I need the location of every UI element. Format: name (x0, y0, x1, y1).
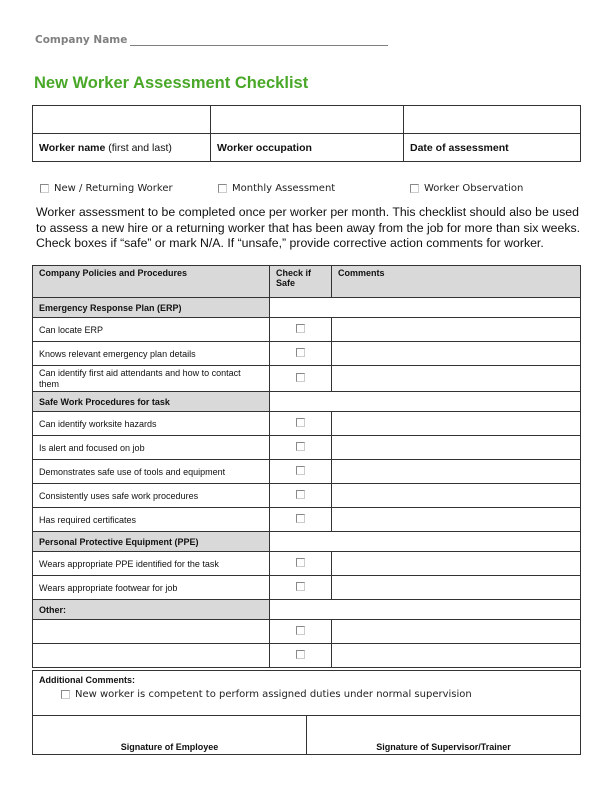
comment-cell[interactable] (332, 318, 581, 342)
safe-checkbox[interactable] (296, 490, 305, 499)
checkbox[interactable] (40, 184, 49, 193)
safe-checkbox[interactable] (296, 324, 305, 333)
item-label: Wears appropriate PPE identified for the task (33, 552, 270, 576)
other-item-input[interactable] (33, 620, 270, 644)
instructions-text: Worker assessment to be completed once per worker per month. This checklist should also be used to assess a new hire or a returning worker that has been away from the job for more than six weeks. Check boxes if “safe” or mark N/A. If “unsafe,” provide corrective action comments for worker. (36, 205, 581, 250)
table-row (33, 366, 581, 392)
table-row (33, 484, 581, 508)
section-title: Other: (33, 600, 270, 620)
checkbox[interactable] (218, 184, 227, 193)
item-label: Wears appropriate footwear for job (33, 576, 270, 600)
item-label: Has required certificates (33, 508, 270, 532)
safe-checkbox[interactable] (296, 514, 305, 523)
supervisor-signature-label: Signature of Supervisor/Trainer (376, 742, 511, 752)
item-label: Can locate ERP (33, 318, 270, 342)
item-label: Knows relevant emergency plan details (33, 342, 270, 366)
option-worker-observation[interactable]: Worker Observation (410, 183, 523, 194)
page-title: New Worker Assessment Checklist (34, 74, 309, 92)
safe-checkbox[interactable] (296, 626, 305, 635)
section-title: Emergency Response Plan (ERP) (33, 298, 270, 318)
comment-cell[interactable] (332, 620, 581, 644)
safe-checkbox[interactable] (296, 442, 305, 451)
section-row-safe-work (33, 392, 581, 412)
other-item-input[interactable] (33, 644, 270, 668)
table-header-row (33, 266, 581, 298)
worker-occupation-label: Worker occupation (211, 134, 404, 162)
date-of-assessment-label: Date of assessment (404, 134, 581, 162)
column-header-check: Check if Safe (270, 266, 332, 298)
table-row (33, 436, 581, 460)
company-name-input[interactable] (130, 36, 388, 46)
item-label: Can identify first aid attendants and how to contact them (33, 366, 270, 392)
option-monthly-assessment[interactable]: Monthly Assessment (218, 183, 335, 194)
comment-cell[interactable] (332, 576, 581, 600)
comment-cell[interactable] (332, 552, 581, 576)
column-header-policies: Company Policies and Procedures (33, 266, 270, 298)
checkbox[interactable] (61, 690, 70, 699)
comment-cell[interactable] (332, 366, 581, 392)
item-label: Can identify worksite hazards (33, 412, 270, 436)
safe-checkbox[interactable] (296, 348, 305, 357)
company-name-label: Company Name (35, 34, 128, 46)
table-row (33, 508, 581, 532)
table-row (33, 460, 581, 484)
safe-checkbox[interactable] (296, 558, 305, 567)
worker-name-input[interactable] (33, 106, 211, 134)
item-label: Demonstrates safe use of tools and equipment (33, 460, 270, 484)
item-label: Consistently uses safe work procedures (33, 484, 270, 508)
section-title: Safe Work Procedures for task (33, 392, 270, 412)
checklist-table (32, 265, 581, 668)
table-row (33, 644, 581, 668)
employee-signature-label: Signature of Employee (120, 742, 219, 752)
company-name-field (35, 34, 388, 46)
worker-name-label: Worker name (first and last) (33, 134, 211, 162)
table-row (33, 318, 581, 342)
additional-comments-cell[interactable] (33, 671, 581, 716)
date-of-assessment-input[interactable] (404, 106, 581, 134)
table-row (33, 342, 581, 366)
safe-checkbox[interactable] (296, 418, 305, 427)
table-row (33, 552, 581, 576)
worker-occupation-input[interactable] (211, 106, 404, 134)
table-row (33, 576, 581, 600)
column-header-comments: Comments (332, 266, 581, 298)
section-row-erp (33, 298, 581, 318)
table-row (33, 620, 581, 644)
safe-checkbox[interactable] (296, 466, 305, 475)
section-row-ppe (33, 532, 581, 552)
section-title: Personal Protective Equipment (PPE) (33, 532, 270, 552)
supervisor-signature-field[interactable] (307, 716, 581, 755)
safe-checkbox[interactable] (296, 650, 305, 659)
comment-cell[interactable] (332, 412, 581, 436)
option-new-returning-worker[interactable]: New / Returning Worker (40, 183, 173, 194)
comment-cell[interactable] (332, 436, 581, 460)
comment-cell[interactable] (332, 484, 581, 508)
comment-cell[interactable] (332, 342, 581, 366)
checkbox[interactable] (410, 184, 419, 193)
worker-info-table (32, 105, 581, 162)
employee-signature-field[interactable] (33, 716, 307, 755)
comment-cell[interactable] (332, 508, 581, 532)
comment-cell[interactable] (332, 644, 581, 668)
additional-comments-label: Additional Comments: (39, 675, 135, 685)
safe-checkbox[interactable] (296, 582, 305, 591)
table-row (33, 412, 581, 436)
signoff-table (32, 670, 581, 755)
comment-cell[interactable] (332, 460, 581, 484)
item-label: Is alert and focused on job (33, 436, 270, 460)
competent-option[interactable]: New worker is competent to perform assigned duties under normal supervision (61, 689, 574, 700)
safe-checkbox[interactable] (296, 373, 305, 382)
section-row-other (33, 600, 581, 620)
